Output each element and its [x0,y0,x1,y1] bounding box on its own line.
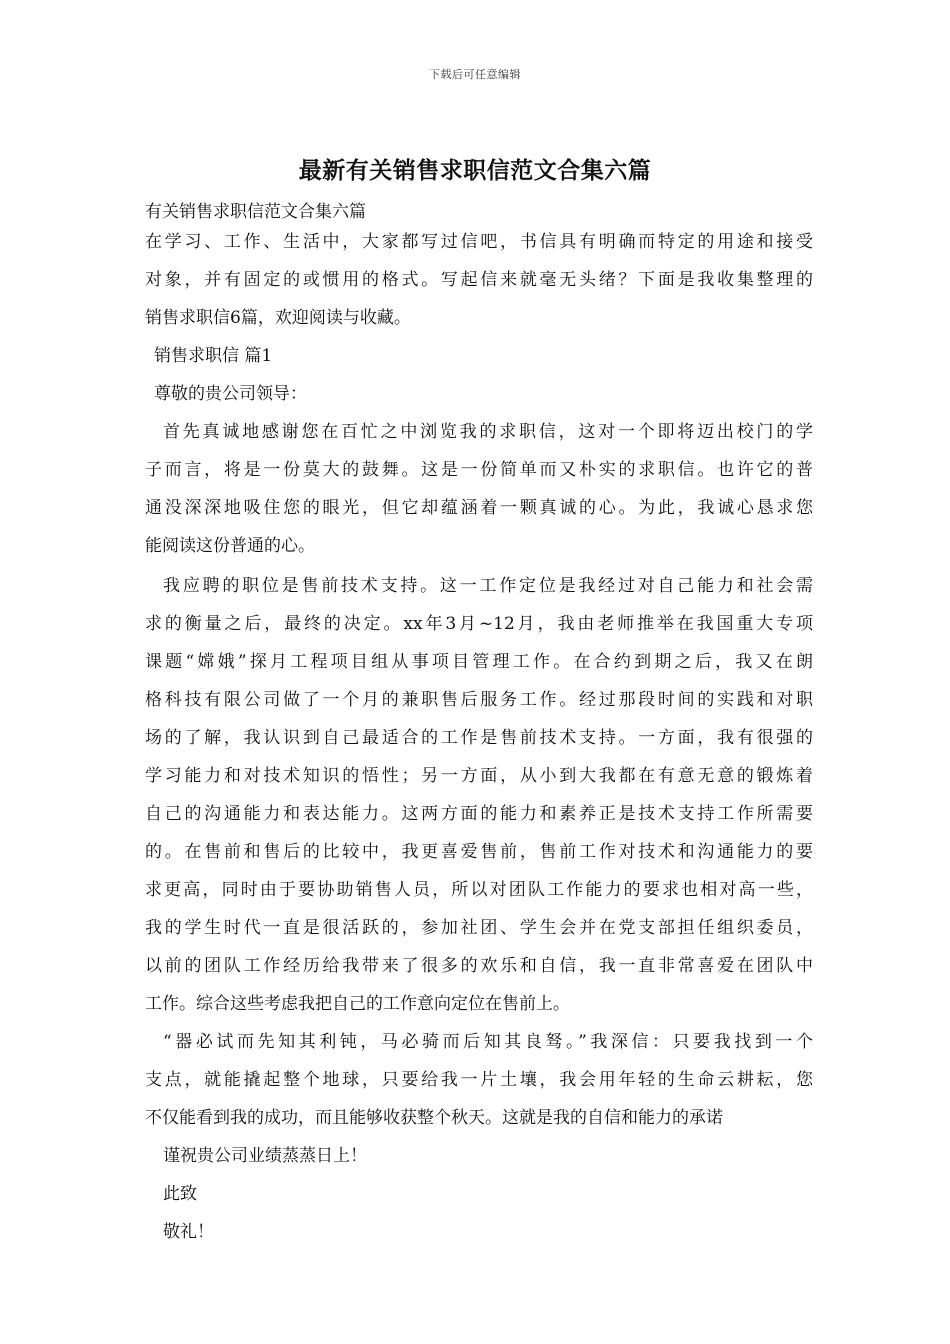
paragraph-line: “器必试而先知其利钝，马必骑而后知其良驽。”我深信：只要我找到一个 [163,1032,813,1052]
paragraph-2 [145,571,813,1019]
paragraph-line: 支点，就能撬起整个地球，只要给我一片土壤，我会用年轻的生命云耕耘，您 [145,1070,813,1090]
paragraph-line: 自己的沟通能力和表达能力。这两方面的能力和素养正是技术支持工作所需要 [145,804,813,824]
closing-cizhi: 此致 [163,1184,197,1204]
paragraph-line: 首先真诚地感谢您在百忙之中浏览我的求职信，这对一个即将迈出校门的学 [163,422,813,442]
paragraph-3 [145,1027,813,1133]
document-title: 最新有关销售求职信范文合集六篇 [298,157,652,184]
paragraph-line: 能阅读这份普通的心。 [145,536,315,556]
paragraph-line: 求更高，同时由于要协助销售人员，所以对团队工作能力的要求也相对高一些， [145,880,813,900]
closing-wish: 谨祝贵公司业绩蒸蒸日上！ [163,1146,367,1166]
paragraph-line: 求的衡量之后，最终的决定。xx年3月~12月，我由老师推举在我国重大专项 [145,614,813,634]
subtitle: 有关销售求职信范文合集六篇 [145,202,366,222]
paragraph-1 [145,417,813,561]
paragraph-line: 我的学生时代一直是很活跃的，参加社团、学生会并在党支部担任组织委员， [145,918,813,938]
paragraph-line: 场的了解，我认识到自己最适合的工作是售前技术支持。一方面，我有很强的 [145,728,813,748]
header-note: 下载后可任意编辑 [429,68,521,81]
salutation: 尊敬的贵公司领导： [154,384,307,404]
paragraph-line: 的。在售前和售后的比较中，我更喜爱售前，售前工作对技术和沟通能力的要 [145,842,813,862]
paragraph-line: 学习能力和对技术知识的悟性；另一方面，从小到大我都在有意无意的锻炼着 [145,766,813,786]
paragraph-line: 通没深深地吸住您的眼光，但它却蕴涵着一颗真诚的心。为此，我诚心恳求您 [145,498,813,518]
intro-paragraph [145,227,813,333]
closing-jingli: 敬礼！ [163,1222,214,1242]
paragraph-line: 以前的团队工作经历给我带来了很多的欢乐和自信，我一直非常喜爱在团队中 [145,956,813,976]
paragraph-line: 工作。综合这些考虑我把自己的工作意向定位在售前上。 [145,994,570,1014]
intro-line: 销售求职信6篇，欢迎阅读与收藏。 [145,308,411,328]
paragraph-line: 格科技有限公司做了一个月的兼职售后服务工作。经过那段时间的实践和对职 [145,690,813,710]
section-heading: 销售求职信 篇1 [154,346,273,366]
paragraph-line: 课题“嫦娥”探月工程项目组从事项目管理工作。在合约到期之后，我又在朗 [145,652,813,672]
paragraph-line: 我应聘的职位是售前技术支持。这一工作定位是我经过对自己能力和社会需 [163,576,813,596]
intro-line: 对象，并有固定的或惯用的格式。写起信来就毫无头绪？下面是我收集整理的 [145,270,813,290]
intro-line: 在学习、工作、生活中，大家都写过信吧，书信具有明确而特定的用途和接受 [145,232,813,252]
document-body [145,197,813,1247]
paragraph-line: 不仅能看到我的成功，而且能够收获整个秋天。这就是我的自信和能力的承诺 [145,1108,723,1128]
paragraph-line: 子而言，将是一份莫大的鼓舞。这是一份简单而又朴实的求职信。也许它的普 [145,460,813,480]
